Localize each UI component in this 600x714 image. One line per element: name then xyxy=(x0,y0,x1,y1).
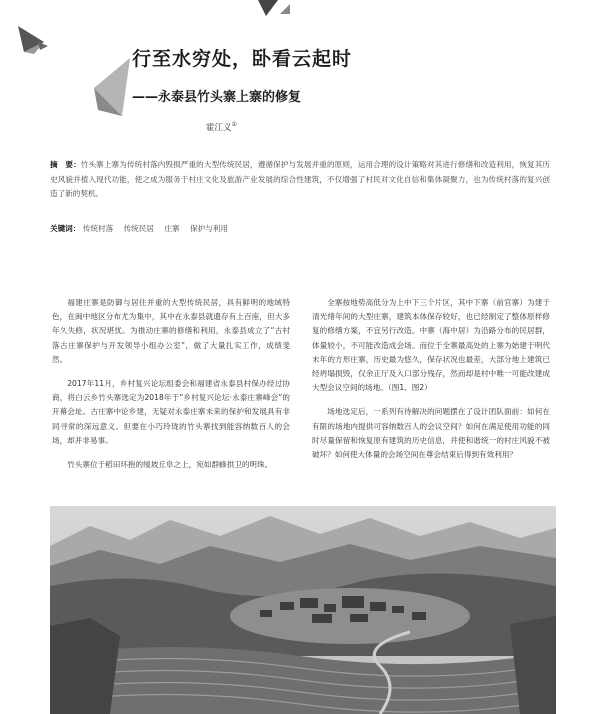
body-paragraph: 2017年11月，乡村复兴论坛组委会和福建省永泰县村保办经过协商，将白云乡竹头寨选定为2018年于“乡村复兴论坛·永泰庄寨峰会”的开幕会址。古庄寨中论乡建，无疑对永泰庄寨未来的保护和发展具有非同寻常的深远意义。但要在小巧玲珑的竹头寨找到能容纳数百人的会场，却并非易事。 xyxy=(52,379,290,445)
decorative-triangle-top xyxy=(258,0,278,16)
body-paragraph: 场地选定后，一系列有待解决的问题摆在了设计团队面前：如何在有限的场地内提供可容纳数百人的会议空间？如何在满足使用功能的同时尽量保留和恢复原有建筑的历史信息，并使和谐统一的村庄风貌不被破坏？如何使大体量的会场空间在尊会结束后得到有效利用？ xyxy=(312,407,550,460)
body-column-right xyxy=(312,296,550,472)
body-paragraph: 竹头寨位于稻田环抱的缓坡丘阜之上，宛如群蜂拱卫的明珠。 xyxy=(67,460,273,470)
body-paragraph: 全寨按地势高低分为上中下三个片区，其中下寨（前官寨）为建于清光绪年间的大型庄寨，建筑本体保存较好，也已经制定了整体原样修复的修缮方案，不宜另行改造。中寨（海中居）为沿路分布的民居群，体量较小，不可能改造成会场。而位于全寨最高处的上寨为始建于明代末年的方形庄寨，历史最为悠久，保存状况也最差，大部分地上建筑已经坍塌损毁，仅余正厅及入口部分残存，然而却是村中唯一可能改建成大型会议空间的场地。（图1、图2） xyxy=(312,298,550,393)
body-column-left xyxy=(52,296,290,482)
abstract-label: 摘 要： xyxy=(50,160,81,169)
author-name xyxy=(206,121,237,133)
abstract xyxy=(50,158,550,202)
keywords xyxy=(50,223,550,234)
keyword: 庄寨 xyxy=(164,224,180,233)
article-subtitle: ——永泰县竹头寨上寨的修复 xyxy=(132,90,302,105)
decorative-triangle-mid xyxy=(92,58,132,118)
keyword: 传统村落 xyxy=(82,224,114,233)
keywords-label: 关键词： xyxy=(50,224,81,233)
keyword: 传统民居 xyxy=(123,224,154,233)
keyword: 保护与利用 xyxy=(190,224,228,233)
decorative-triangle-small xyxy=(38,42,48,50)
author-note: ① xyxy=(231,121,237,129)
abstract-text: 竹头寨上寨为传统村落内毁损严重的大型传统民居，遵循保护与发展并重的原则，运用合理的设计策略对其进行修缮和改造利用，恢复其历史风貌并植入现代功能，使之成为服务于村庄文化及旅游产业发展的综合性建筑，不仅增强了村民对文化自信和集体凝聚力，也为传统村落的复兴创造了新的契机。 xyxy=(50,160,550,198)
body-paragraph: 福建庄寨是防御与居住并重的大型传统民居，具有鲜明的地域特色，在闽中地区分布尤为集中，其中在永泰县就遗存有上百座，但大多年久失修，状况堪忧。为推动庄寨的修缮和利用，永泰县成立了“古村落古庄寨保护与开发领导小组办公室”，做了大量扎实工作，成绩斐然。 xyxy=(52,298,290,364)
aerial-village-photo xyxy=(50,506,556,714)
decorative-triangle-right xyxy=(280,4,290,14)
author-text: 霍江义 xyxy=(206,123,232,133)
article-title: 行至水穷处，卧看云起时 xyxy=(132,48,353,70)
